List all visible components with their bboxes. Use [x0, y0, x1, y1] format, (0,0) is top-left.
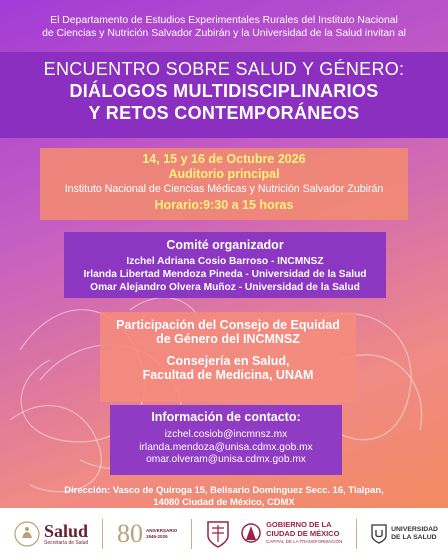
event-institute: Instituto Nacional de Ciencias Médicas y Nutrición Salvador Zubirán — [64, 183, 384, 195]
participation-line-3: Consejería en Salud, — [166, 354, 290, 368]
address-text — [20, 484, 428, 508]
unisa-shield-icon — [371, 524, 387, 544]
contact-email-link[interactable]: irlanda.mendoza@unisa.cdmx.gob.mx — [139, 441, 313, 453]
salud-logo — [14, 520, 88, 548]
committee-member: Izchel Adriana Cosio Barroso - INCMNSZ — [126, 256, 324, 267]
cdmx-line-1: GOBIERNO DE LA — [266, 520, 332, 530]
salud-subtitle: Secretaría de Salud — [44, 540, 89, 546]
anniversary-logo — [117, 521, 177, 547]
title-band — [0, 52, 448, 138]
intro-text — [20, 14, 428, 40]
unisa-line-2: DE LA SALUD — [391, 534, 437, 541]
unisa-line-1: UNIVERSIDAD — [391, 526, 438, 533]
committee-member: Irlanda Libertad Mendoza Pineda - Universidad de la Salud — [83, 269, 367, 280]
event-venue: Auditorio principal — [168, 167, 280, 181]
participation-line-4: Facultad de Medicina, UNAM — [142, 368, 314, 382]
anniversary-years: 1946-2026 — [146, 534, 168, 539]
contact-box — [110, 405, 342, 475]
title-line-2: DIÁLOGOS MULTIDISCIPLINARIOS — [69, 81, 379, 101]
title-line-1: ENCUENTRO SOBRE SALUD Y GÉNERO: — [43, 59, 405, 79]
logo-divider — [102, 519, 103, 549]
contact-email-link[interactable]: izchel.cosiob@incmnsz.mx — [164, 429, 288, 440]
institute-crest-logo — [206, 520, 230, 548]
committee-heading: Comité organizador — [166, 238, 284, 252]
event-schedule: Horario:9:30 a 15 horas — [154, 198, 294, 212]
logo-divider — [356, 519, 357, 549]
cdmx-government-logo — [240, 520, 342, 548]
logo-footer — [0, 508, 448, 560]
contact-heading: Información de contacto: — [151, 410, 301, 424]
committee-box — [64, 232, 386, 298]
logo-divider — [191, 519, 192, 549]
committee-member: Omar Alejandro Olvera Muñoz - Universidad de la Salud — [90, 282, 360, 293]
event-dates: 14, 15 y 16 de Octubre 2026 — [142, 152, 306, 166]
intro-line-2: de Ciencias y Nutrición Salvador Zubirán y la Universidad de la Salud invitan al — [42, 28, 406, 39]
unisa-logo — [371, 524, 438, 544]
participation-line-1: Participación del Consejo de Equidad — [116, 318, 340, 332]
address-line-1: Dirección: Vasco de Quiroga 15, Belisario Dominguez Secc. 16, Tlalpan, — [64, 484, 384, 495]
anniversary-number: 80 — [117, 519, 144, 548]
institute-crest-icon — [206, 520, 230, 548]
event-details-box — [40, 148, 408, 220]
cdmx-line-3: CAPITAL DE LA TRANSFORMACIÓN — [266, 539, 343, 545]
participation-box — [100, 312, 356, 402]
cdmx-emblem-icon — [240, 520, 262, 548]
intro-line-1: El Departamento de Estudios Experimentales Rurales del Instituto Nacional — [50, 15, 398, 26]
title-line-3: Y RETOS CONTEMPORÁNEOS — [88, 103, 360, 123]
contact-email-link[interactable]: omar.olveram@unisa.cdmx.gob.mx — [146, 454, 306, 465]
salud-wordmark: Salud — [44, 521, 89, 541]
anniversary-label: ANIVERSARIO — [146, 528, 178, 533]
participation-line-2: de Género del INCMNSZ — [156, 332, 300, 346]
mexico-eagle-seal-icon — [14, 520, 40, 548]
address-line-2: 14080 Ciudad de México, CDMX — [153, 496, 295, 507]
cdmx-line-2: CIUDAD DE MÉXICO — [266, 528, 340, 538]
